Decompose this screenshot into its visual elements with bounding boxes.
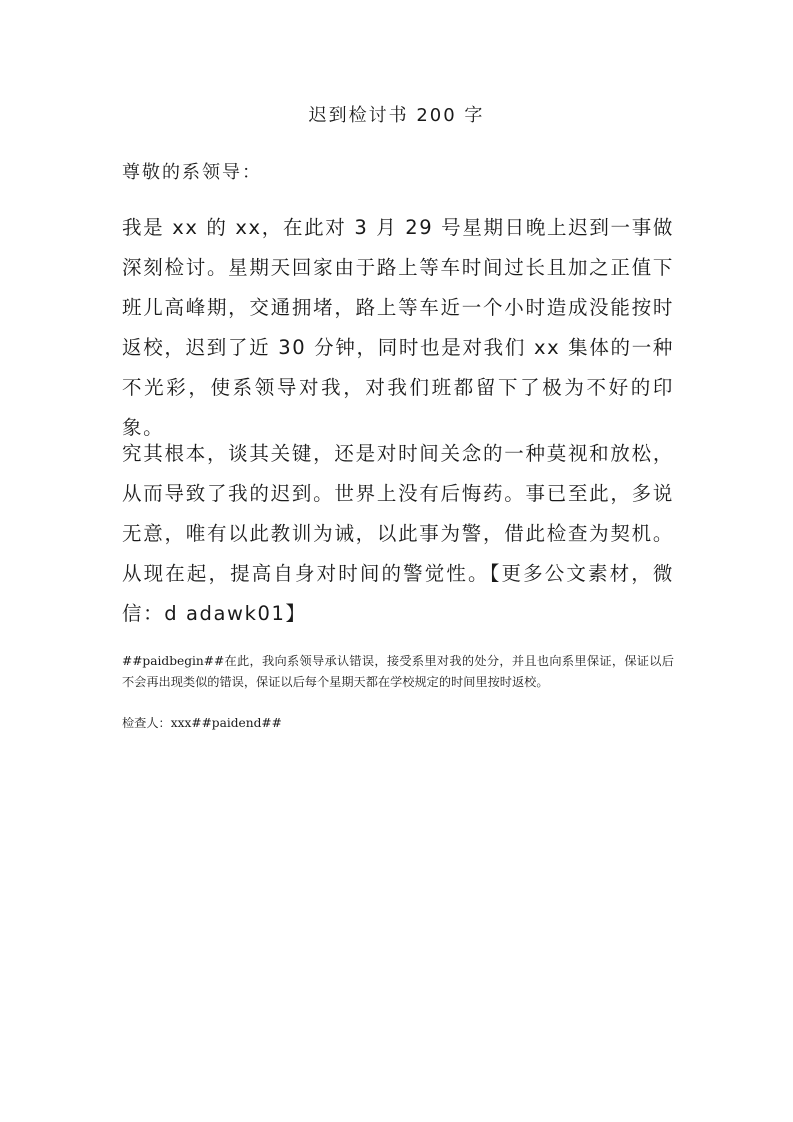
- paid-note-paragraph: ##paidbegin##在此，我向系领导承认错误，接受系里对我的处分，并且也向系里保证，保证以后不会再出现类似的错误，保证以后每个星期天都在学校规定的时间里按时返校。: [122, 654, 674, 689]
- document-title: 迟到检讨书 200 字: [308, 105, 485, 126]
- salutation: 尊敬的系领导：: [122, 162, 262, 183]
- paragraph-2: 究其根本，谈其关键，还是对时间关念的一种莫视和放松，从而导致了我的迟到。世界上没有后悔药。事已至此，多说无意，唯有以此教训为诫，以此事为警，借此检查为契机。从现在起，提高自身对时间的警觉性。【更多公文素材，微信：d adawk01】: [122, 442, 674, 625]
- paragraph-1: 我是 xx 的 xx，在此对 3 月 29 号星期日晚上迟到一事做深刻检讨。星期天回家由于路上等车时间过长且加之正值下班儿高峰期，交通拥堵，路上等车近一个小时造成没能按时返校，迟到了近 30 分钟，同时也是对我们 xx 集体的一种不光彩，使系领导对我，对我们班都留下了极为不好的印象。: [122, 216, 674, 439]
- checker-line: 检查人：xxx##paidend##: [122, 716, 282, 730]
